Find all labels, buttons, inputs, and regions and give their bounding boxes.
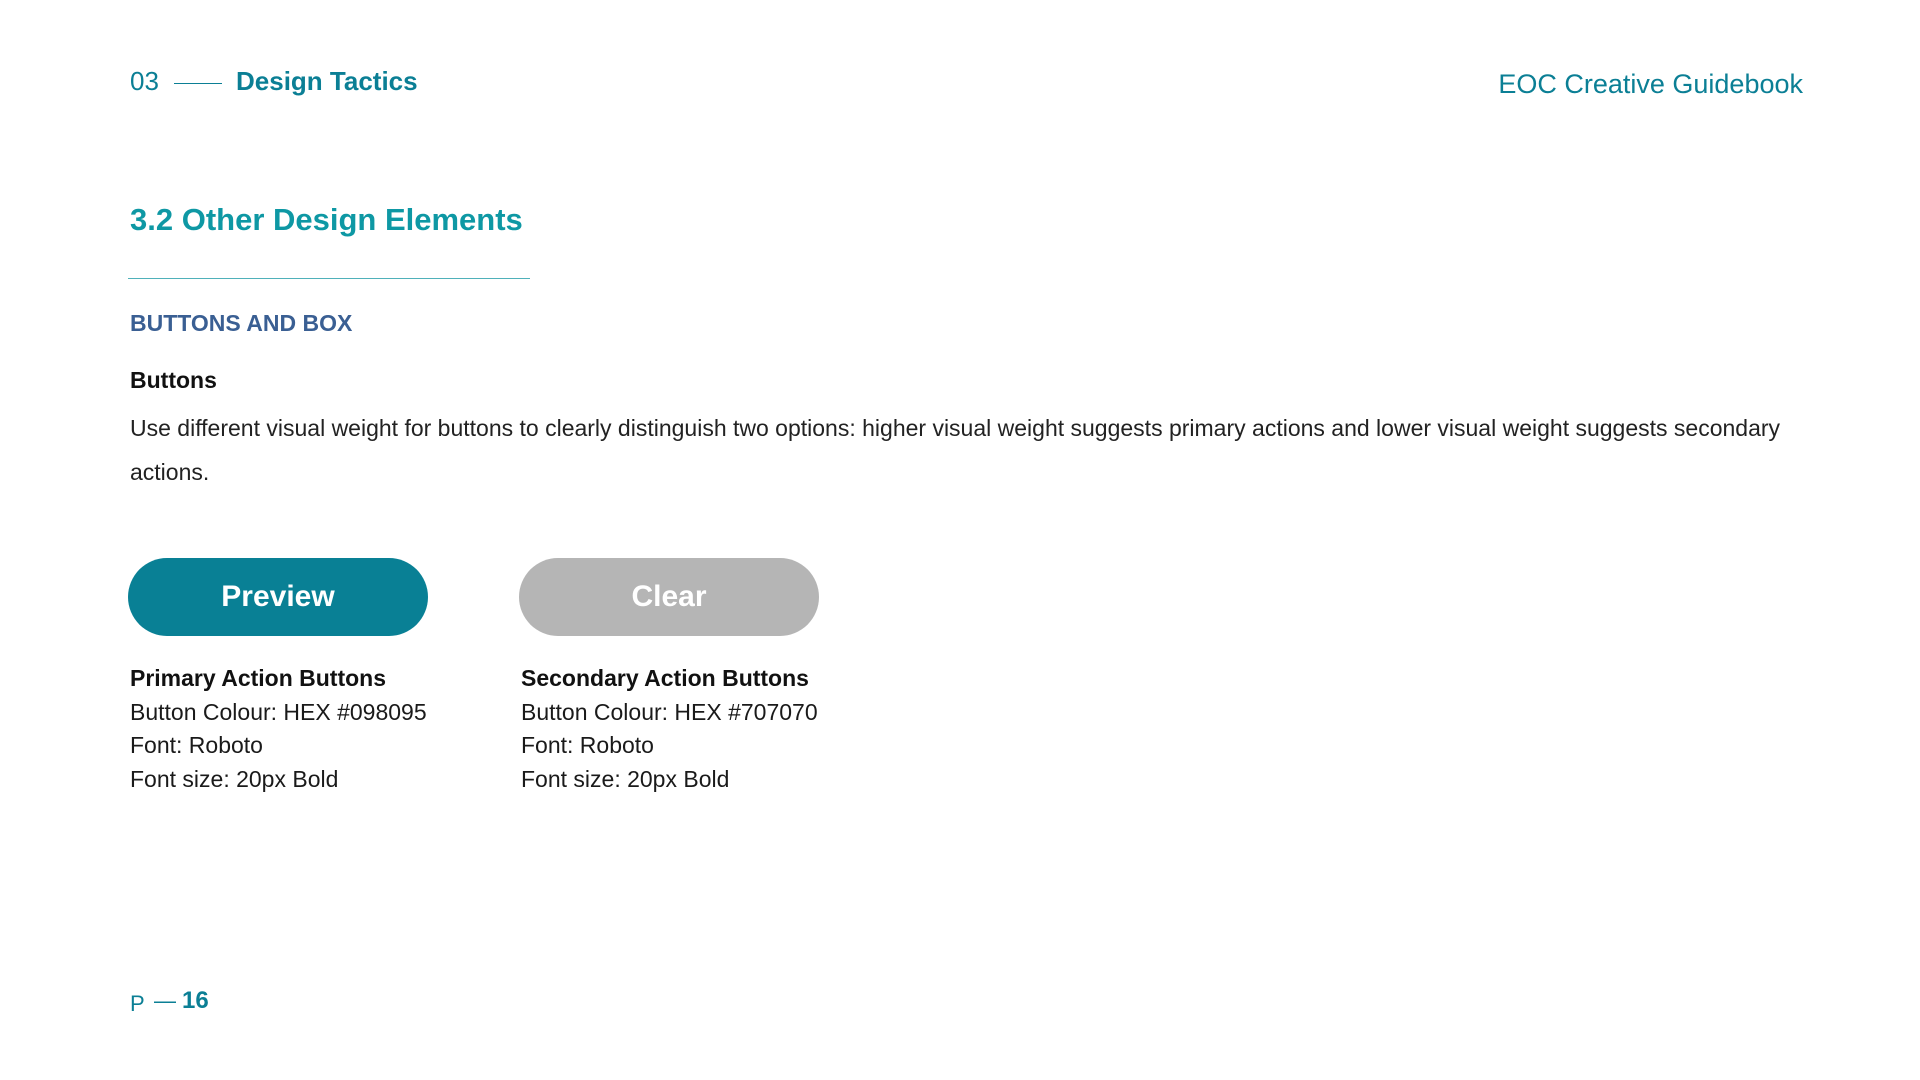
- buttons-title: Buttons: [130, 367, 217, 393]
- section-divider: [128, 278, 530, 279]
- primary-button-spec: [130, 662, 427, 796]
- guidebook-title: EOC Creative Guidebook: [1498, 69, 1803, 99]
- subsection-heading: BUTTONS AND BOX: [130, 310, 353, 336]
- page-dash: —: [154, 988, 176, 1013]
- secondary-spec-title: Secondary Action Buttons: [521, 665, 809, 691]
- primary-spec-title: Primary Action Buttons: [130, 665, 387, 691]
- page-number: 16: [182, 987, 209, 1014]
- preview-button[interactable]: Preview: [128, 558, 428, 636]
- chapter-number: 03: [130, 66, 159, 96]
- chapter-divider: [174, 83, 222, 84]
- secondary-spec-colour: Button Colour: HEX #707070: [521, 698, 818, 725]
- clear-button[interactable]: Clear: [519, 558, 819, 636]
- page-prefix: P: [130, 991, 145, 1016]
- chapter-title: Design Tactics: [236, 66, 418, 96]
- primary-spec-colour: Button Colour: HEX #098095: [130, 698, 427, 725]
- section-heading: 3.2 Other Design Elements: [130, 202, 523, 237]
- buttons-description: Use different visual weight for buttons to clearly distinguish two options: higher visual weight suggests primary actions and lower visual weight suggests secondary actions.: [130, 415, 1781, 485]
- primary-spec-size: Font size: 20px Bold: [130, 765, 339, 792]
- primary-spec-font: Font: Roboto: [130, 732, 263, 758]
- secondary-spec-size: Font size: 20px Bold: [521, 765, 730, 792]
- secondary-button-spec: [521, 662, 818, 796]
- secondary-spec-font: Font: Roboto: [521, 732, 654, 758]
